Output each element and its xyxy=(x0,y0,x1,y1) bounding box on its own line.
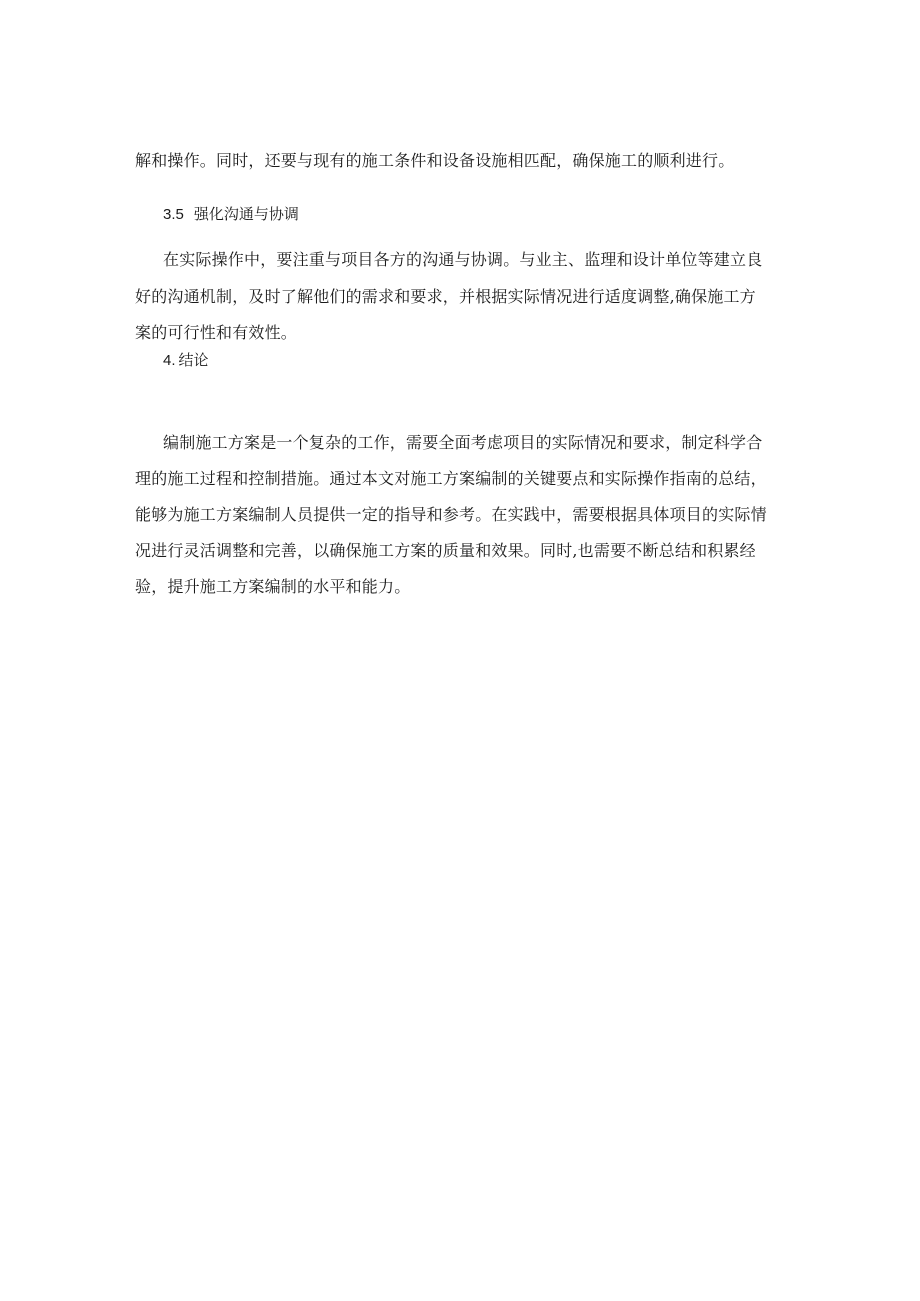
section-title: 强化沟通与协调 xyxy=(193,205,299,223)
section-number: 3.5 xyxy=(163,206,184,223)
paragraph-line: 编制施工方案是一个复杂的工作，需要全面考虑项目的实际情况和要求，制定科学合 xyxy=(163,433,763,452)
section-title: 结论 xyxy=(178,351,209,369)
paragraph-line: 好的沟通机制，及时了解他们的需求和要求，并根据实际情况进行适度调整,确保施工方 xyxy=(135,287,756,306)
section-heading-4 xyxy=(163,350,209,371)
paragraph-line: 验，提升施工方案编制的水平和能力。 xyxy=(135,577,411,596)
paragraph-line: 能够为施工方案编制人员提供一定的指导和参考。在实践中，需要根据具体项目的实际情 xyxy=(135,505,767,524)
section-heading-3-5 xyxy=(163,204,299,225)
paragraph-line: 在实际操作中，要注重与项目各方的沟通与协调。与业主、监理和设计单位等建立良 xyxy=(163,250,763,269)
paragraph-line: 理的施工过程和控制措施。通过本文对施工方案编制的关键要点和实际操作指南的总结， xyxy=(135,469,767,488)
paragraph-line: 案的可行性和有效性。 xyxy=(135,323,298,342)
paragraph-line: 解和操作。同时，还要与现有的施工条件和设备设施相匹配，确保施工的顺利进行。 xyxy=(135,151,735,170)
paragraph-line: 况进行灵活调整和完善，以确保施工方案的质量和效果。同时,也需要不断总结和积累经 xyxy=(135,541,756,560)
section-number: 4. xyxy=(163,352,176,369)
